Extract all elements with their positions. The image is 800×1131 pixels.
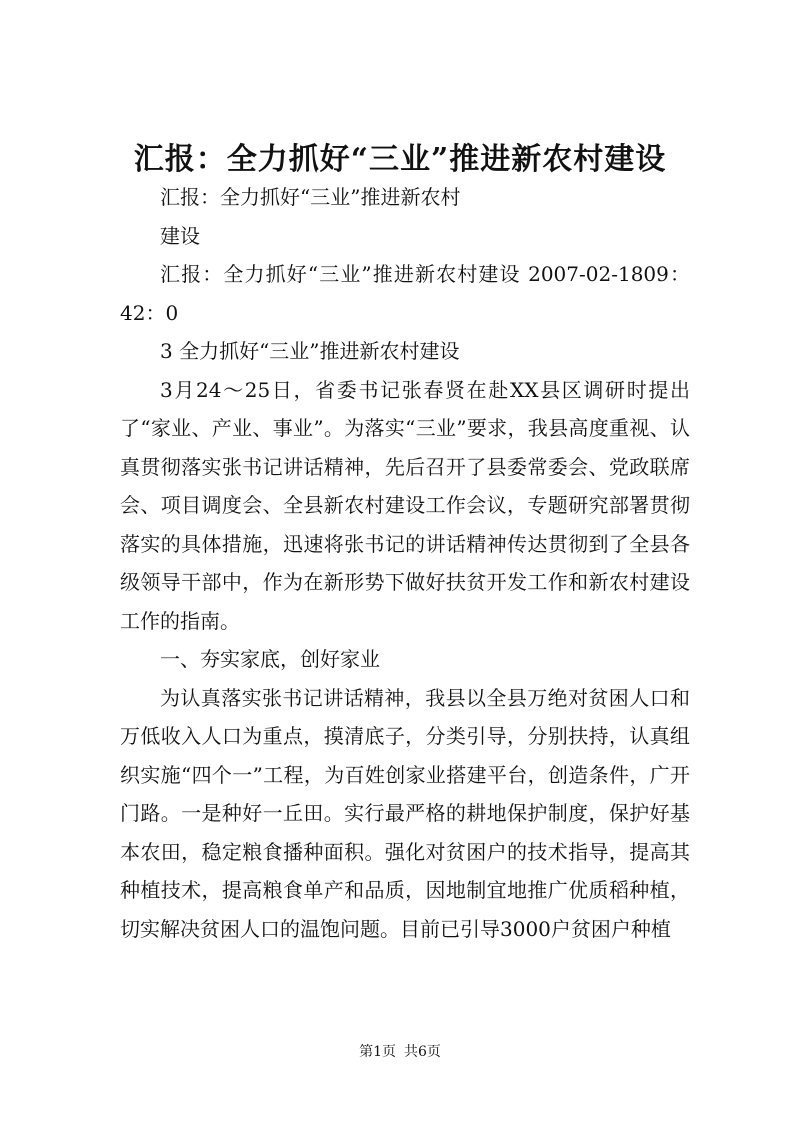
page-number: 第1页 <box>359 1044 396 1060</box>
paragraph-subtitle: 3 全力抓好“三业”推进新农村建设 <box>160 339 460 363</box>
section-heading: 一、夯实家底，创好家业 <box>160 647 380 671</box>
paragraph-dateline: 汇报：全力抓好“三业”推进新农村建设 2007-02-1809：42：0 <box>120 262 690 325</box>
page-total: 共6页 <box>404 1044 441 1060</box>
paragraph-heading-repeat: 汇报：全力抓好“三业”推进新农村 <box>160 185 461 209</box>
paragraph-section-body: 为认真落实张书记讲话精神，我县以全县万绝对贫困人口和万低收入人口为重点，摸清底子，分类引导，分别扶持，认真组织实施“四个一”工程，为百姓创家业搭建平台，创造条件，广开门路。一是种好一丘田。实行最严格的耕地保护制度，保护好基本农田，稳定粮食播种面积。强化对贫困户的技术指导，提高其种植技术，提高粮食单产和品质，因地制宜地推广优质稻种植，切实解决贫困人口的温饱问题。目前已引导3000户贫困户种植 <box>120 685 690 941</box>
page-footer <box>0 1042 800 1062</box>
document-body <box>120 178 690 948</box>
paragraph-intro: 3月24～25日，省委书记张春贤在赴XX县区调研时提出了“家业、产业、事业”。为落实“三业”要求，我县高度重视、认真贯彻落实张书记讲话精神，先后召开了县委常委会、党政联席会、项目调度会、全县新农村建设工作会议，专题研究部署贯彻落实的具体措施，迅速将张书记的讲话精神传达贯彻到了全县各级领导干部中，作为在新形势下做好扶贫开发工作和新农村建设工作的指南。 <box>120 377 690 633</box>
document-title: 汇报：全力抓好“三业”推进新农村建设 <box>133 142 667 177</box>
paragraph-heading-continuation: 建设 <box>160 223 200 248</box>
